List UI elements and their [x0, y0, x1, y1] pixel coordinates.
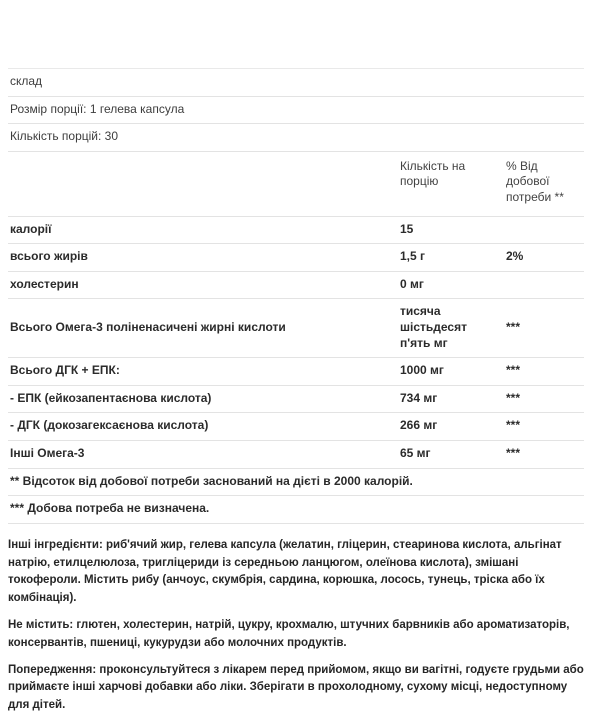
composition-title: склад	[8, 68, 584, 97]
contains-no-paragraph: Не містить: глютен, холестерин, натрій, цукру, крохмалю, штучних барвників або ароматизаторів, консервантів, пшениці, кукурудзи або молочних продуктів.	[8, 618, 570, 649]
warnings-paragraph: Попередження: проконсультуйтеся з лікарем перед прийомом, якщо ви вагітні, годуєте грудьми або приймаєте інші харчові добавки або ліки. Зберігати в прохолодному, сухому місці, недоступному для дітей.	[8, 663, 584, 712]
column-header-amount: Кількість на порцію	[400, 158, 466, 189]
servings-per-container: Кількість порцій: 30	[8, 124, 584, 152]
supplement-facts-panel	[8, 68, 584, 715]
footnote-daily-value: ** Відсоток від добової потреби заснований на дієті в 2000 калорій.	[8, 469, 584, 497]
table-row-other-omega3: Інші Омега-3 65 мг ***	[8, 441, 584, 469]
column-header-daily-value: % Від добової потреби **	[506, 158, 564, 204]
details-section	[8, 537, 584, 715]
table-row-cholesterol: холестерин 0 мг	[8, 272, 584, 300]
serving-size: Розмір порції: 1 гелева капсула	[8, 97, 584, 125]
footnote-not-established: *** Добова потреба не визначена.	[8, 496, 584, 524]
table-row-total-fat: всього жирів 1,5 г 2%	[8, 244, 584, 272]
header-spacer	[10, 157, 400, 163]
table-row-total-omega3: Всього Омега-3 поліненасичені жирні кислоти тисяча шістьдесят п'ять мг ***	[8, 299, 584, 358]
other-ingredients-paragraph: Інші інгредієнти: риб'ячий жир, гелева капсула (желатин, гліцерин, стеаринова кислота, альгінат натрію, етилцелюлоза, тригліцериди із середньою ланцюгом, олеїнова кислота), змішані токофероли. Містить рибу (анчоус, скумбрія, сардина, корюшка, лосось, тунець, тріска або їх комбінація).	[8, 538, 562, 605]
table-row-calories: калорії 15	[8, 217, 584, 245]
table-row-dha: - ДГК (докозагексаєнова кислота) 266 мг ***	[8, 413, 584, 441]
table-header-row	[8, 152, 584, 217]
table-row-dha-epa: Всього ДГК + ЕПК: 1000 мг ***	[8, 358, 584, 386]
table-row-epa: - ЕПК (ейкозапентаєнова кислота) 734 мг ***	[8, 386, 584, 414]
